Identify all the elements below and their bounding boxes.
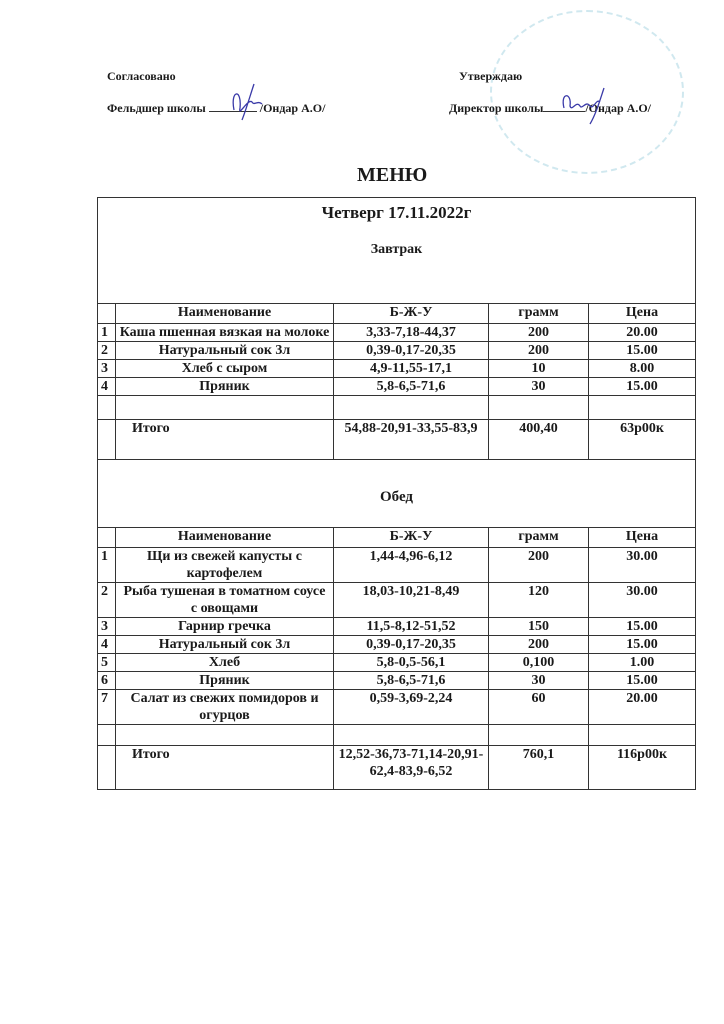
- director-role: Директор школы: [449, 101, 544, 115]
- col-gram: грамм: [489, 304, 589, 324]
- day-title: Четверг 17.11.2022г: [321, 203, 472, 222]
- item-name: Пряник: [116, 378, 334, 396]
- item-bju: 1,44-4,96-6,12: [334, 548, 489, 583]
- item-number: 3: [98, 618, 116, 636]
- item-name: Салат из свежих помидоров и огурцов: [116, 690, 334, 725]
- item-number: 1: [98, 548, 116, 583]
- breakfast-column-header: [98, 304, 696, 324]
- item-gram: 30: [489, 378, 589, 396]
- item-bju: 3,33-7,18-44,37: [334, 324, 489, 342]
- col-bju: Б-Ж-У: [334, 528, 489, 548]
- item-name: Натуральный сок 3л: [116, 342, 334, 360]
- item-bju: 5,8-6,5-71,6: [334, 672, 489, 690]
- col-price: Цена: [589, 528, 696, 548]
- col-name: Наименование: [116, 304, 334, 324]
- empty-row: [98, 725, 696, 746]
- item-bju: 0,39-0,17-20,35: [334, 636, 489, 654]
- item-bju: 4,9-11,55-17,1: [334, 360, 489, 378]
- item-number: 4: [98, 378, 116, 396]
- col-gram: грамм: [489, 528, 589, 548]
- item-name: Каша пшенная вязкая на молоке: [116, 324, 334, 342]
- total-bju: 12,52-36,73-71,14-20,91-62,4-83,9-6,52: [334, 746, 489, 790]
- item-bju: 5,8-6,5-71,6: [334, 378, 489, 396]
- item-gram: 10: [489, 360, 589, 378]
- lunch-title: Обед: [98, 460, 696, 528]
- director-signature-line: [449, 101, 651, 116]
- total-price: 116р00к: [589, 746, 696, 790]
- item-gram: 120: [489, 583, 589, 618]
- item-name: Натуральный сок 3л: [116, 636, 334, 654]
- item-number: 2: [98, 342, 116, 360]
- item-number: 3: [98, 360, 116, 378]
- total-bju: 54,88-20,91-33,55-83,9: [334, 420, 489, 460]
- item-gram: 60: [489, 690, 589, 725]
- menu-item-row: [98, 378, 696, 396]
- item-gram: 150: [489, 618, 589, 636]
- menu-item-row: [98, 342, 696, 360]
- total-label: Итого: [116, 746, 334, 790]
- item-name: Пряник: [116, 672, 334, 690]
- item-gram: 200: [489, 324, 589, 342]
- item-price: 15.00: [589, 636, 696, 654]
- item-gram: 200: [489, 548, 589, 583]
- item-price: 15.00: [589, 672, 696, 690]
- item-bju: 18,03-10,21-8,49: [334, 583, 489, 618]
- item-name: Хлеб: [116, 654, 334, 672]
- col-price: Цена: [589, 304, 696, 324]
- day-header-row: [98, 198, 696, 304]
- item-number: 7: [98, 690, 116, 725]
- menu-item-row: [98, 548, 696, 583]
- medic-signature: [228, 80, 268, 122]
- item-number: 4: [98, 636, 116, 654]
- item-price: 30.00: [589, 548, 696, 583]
- menu-table: [97, 197, 696, 790]
- page-title: МЕНЮ: [357, 164, 428, 186]
- total-label: Итого: [116, 420, 334, 460]
- item-gram: 200: [489, 636, 589, 654]
- item-price: 8.00: [589, 360, 696, 378]
- item-gram: 30: [489, 672, 589, 690]
- menu-item-row: [98, 324, 696, 342]
- breakfast-total-row: [98, 420, 696, 460]
- item-price: 1.00: [589, 654, 696, 672]
- breakfast-title: Завтрак: [370, 242, 423, 257]
- item-price: 30.00: [589, 583, 696, 618]
- approved-heading: Согласовано: [107, 69, 176, 83]
- director-name: /Ондар А.О/: [585, 101, 651, 115]
- medic-role: Фельдшер школы: [107, 101, 206, 115]
- item-name: Хлеб с сыром: [116, 360, 334, 378]
- medic-name: /Ондар А.О/: [259, 101, 326, 115]
- menu-item-row: [98, 672, 696, 690]
- item-number: 1: [98, 324, 116, 342]
- lunch-column-header: [98, 528, 696, 548]
- menu-item-row: [98, 654, 696, 672]
- lunch-header-row: [98, 460, 696, 528]
- item-bju: 11,5-8,12-51,52: [334, 618, 489, 636]
- director-signature: [560, 86, 610, 126]
- item-number: 5: [98, 654, 116, 672]
- item-gram: 200: [489, 342, 589, 360]
- menu-item-row: [98, 583, 696, 618]
- lunch-total-row: [98, 746, 696, 790]
- col-name: Наименование: [116, 528, 334, 548]
- item-number: 6: [98, 672, 116, 690]
- item-name: Гарнир гречка: [116, 618, 334, 636]
- approve-heading: Утверждаю: [459, 69, 523, 83]
- item-name: Рыба тушеная в томатном соусе с овощами: [116, 583, 334, 618]
- item-price: 15.00: [589, 618, 696, 636]
- item-price: 15.00: [589, 378, 696, 396]
- item-name: Щи из свежей капусты с картофелем: [116, 548, 334, 583]
- item-price: 20.00: [589, 690, 696, 725]
- item-price: 20.00: [589, 324, 696, 342]
- item-price: 15.00: [589, 342, 696, 360]
- item-bju: 5,8-0,5-56,1: [334, 654, 489, 672]
- menu-item-row: [98, 690, 696, 725]
- total-gram: 760,1: [489, 746, 589, 790]
- empty-row: [98, 396, 696, 420]
- item-bju: 0,59-3,69-2,24: [334, 690, 489, 725]
- menu-item-row: [98, 636, 696, 654]
- item-gram: 0,100: [489, 654, 589, 672]
- menu-item-row: [98, 618, 696, 636]
- item-number: 2: [98, 583, 116, 618]
- item-bju: 0,39-0,17-20,35: [334, 342, 489, 360]
- total-price: 63р00к: [589, 420, 696, 460]
- col-bju: Б-Ж-У: [334, 304, 489, 324]
- menu-item-row: [98, 360, 696, 378]
- total-gram: 400,40: [489, 420, 589, 460]
- medic-signature-line: [107, 101, 325, 116]
